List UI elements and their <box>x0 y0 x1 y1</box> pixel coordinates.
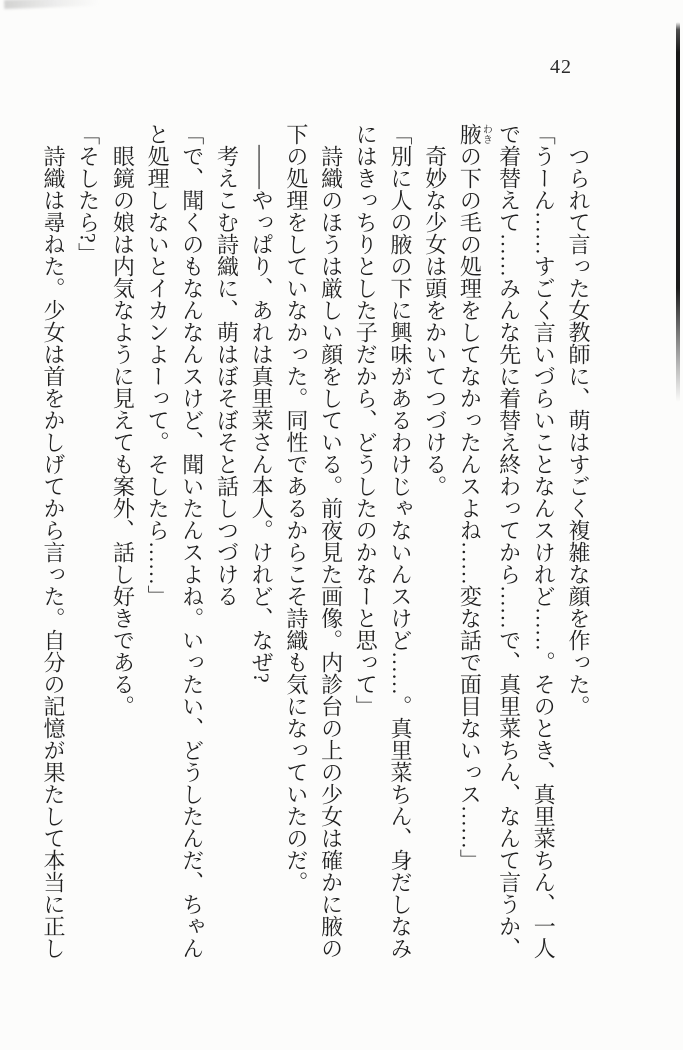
page-number: 42 <box>550 56 572 78</box>
text-column-1: つられて言った女教師に、萌はすごく複雑な顔を作った。 <box>566 145 591 717</box>
text-column-11: 考えこむ詩織に、萌はぼそぼそと話しつづける <box>214 145 240 607</box>
vertical-text-block <box>35 123 595 985</box>
text-column-4: 腋わきの下の毛の処理をしてなかったんスよね……変な話で面目ないっス……」 <box>457 123 492 871</box>
text-column-12: 「で、聞くのもなんなんスけど、聞いたんスよね。いったい、どうしたんだ、ちゃん <box>179 123 205 959</box>
text-column-16: 詩織は尋ねた。少女は首をかしげてから言った。自分の記憶が果たして本当に正し <box>40 145 66 959</box>
text-column-6: 「別に人の腋の下に興味があるわけじゃないんスけど……。真里菜ちん、身だしなみ <box>387 123 413 959</box>
text-column-15: 「そしたら?」 <box>75 123 101 265</box>
text-column-13: と処理しないとイカンよーって。そしたら……」 <box>145 123 171 607</box>
text-column-9: 下の処理をしていなかった。同性であるからこそ詩織も気になっていたのだ。 <box>283 123 309 893</box>
text-column-10: ――やっぱり、あれは真里菜さん本人。けれど、なぜ? <box>249 145 275 683</box>
text-column-2: 「うーん……すごく言いづらいことなんスけれど……。そのとき、真里菜ちん、一人 <box>531 123 557 959</box>
text-column-5: 奇妙な少女は頭をかいてつづける。 <box>422 145 448 497</box>
text-column-8: 詩織のほうは厳しい顔をしている。前夜見た画像。内診台の上の少女は確かに腋の <box>318 145 344 959</box>
text-column-3: で着替えて……みんな先に着替え終わってから……で、真里菜ちん、なんて言うか、 <box>496 123 522 959</box>
text-column-14: 眼鏡の娘は内気なように見えても案外、話し好きである。 <box>110 145 136 717</box>
text-column-7: にはきっちりとした子だから、どうしたのかなーと思って」 <box>353 123 379 717</box>
scan-smudge-artifact <box>4 0 99 9</box>
scan-edge-artifact <box>676 22 680 402</box>
furigana-annotated-word: 腋わき <box>457 123 492 145</box>
